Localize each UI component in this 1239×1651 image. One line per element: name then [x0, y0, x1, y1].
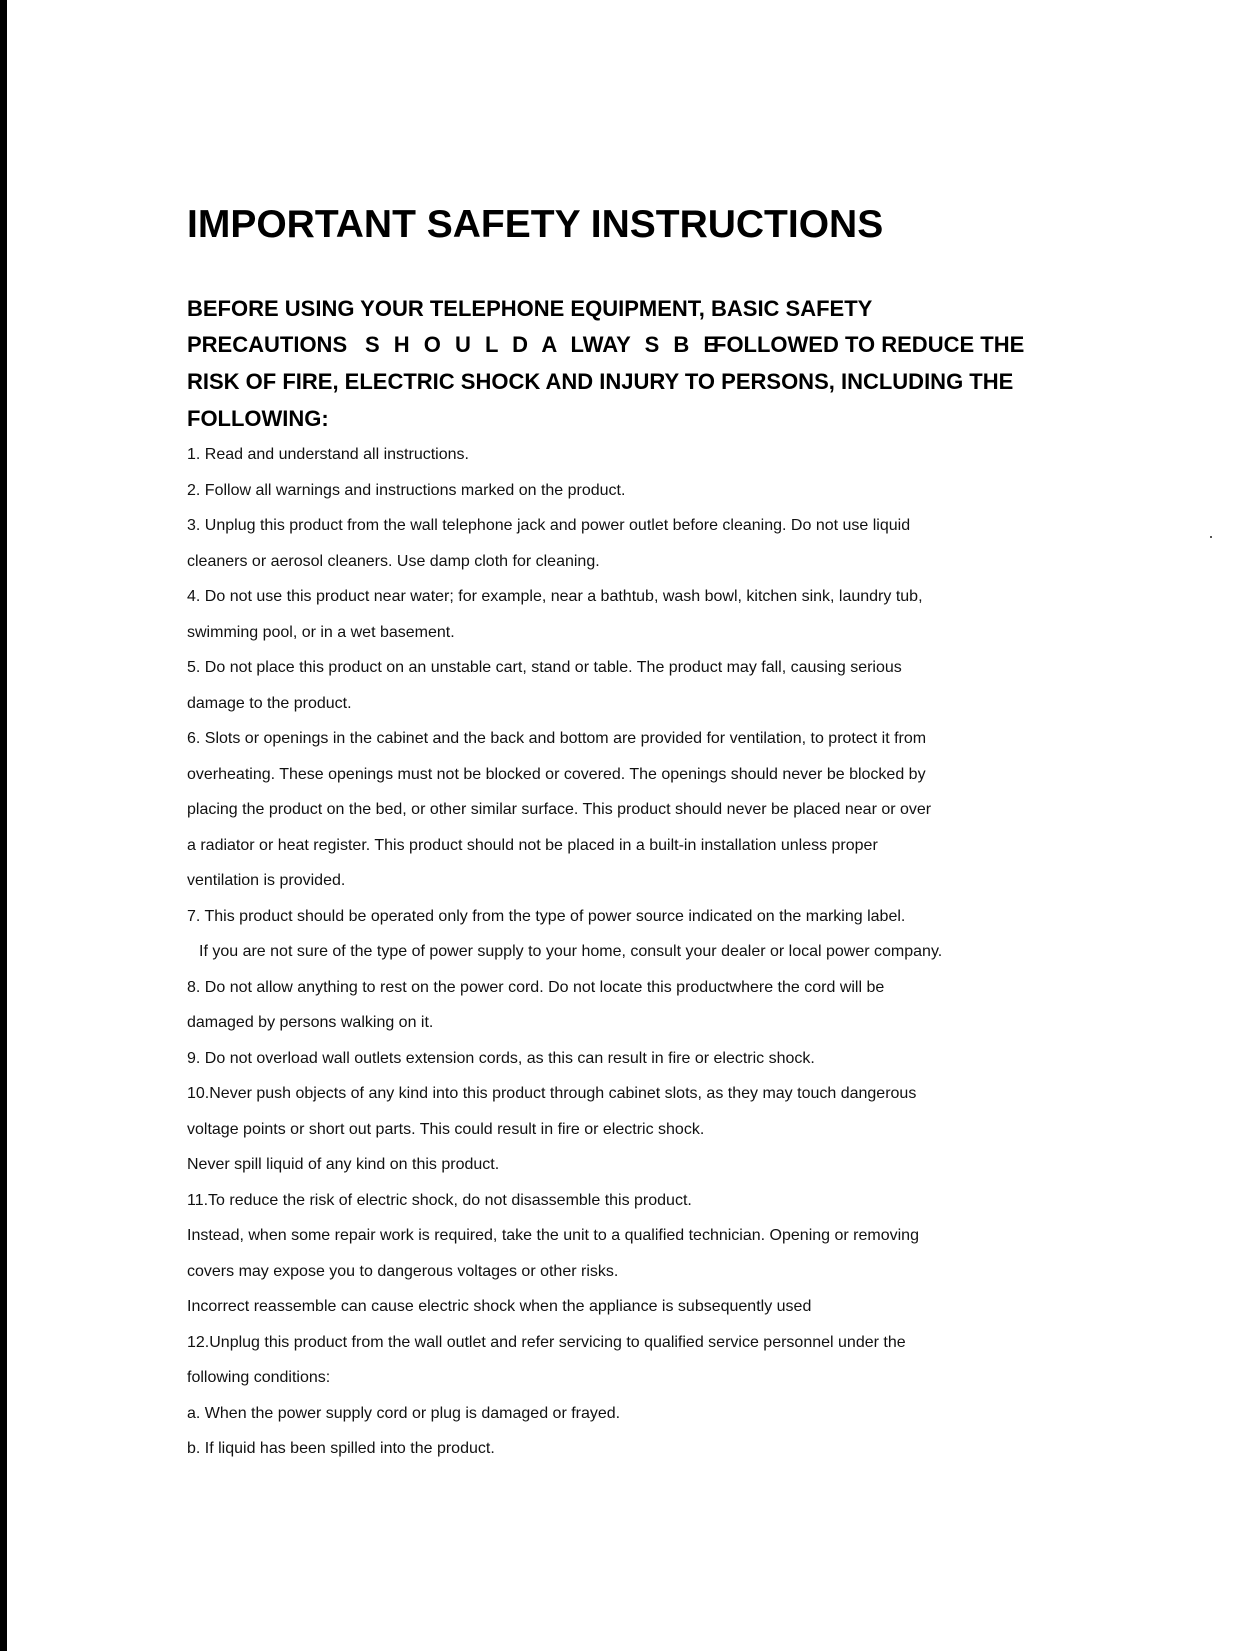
precautions-heading-line-2b: S H O U L D A LWAY S B E	[365, 332, 719, 357]
instruction-line: placing the product on the bed, or other similar surface. This product should never be placed near or over	[187, 801, 932, 818]
instruction-line: overheating. These openings must not be blocked or covered. The openings should never be blocked by	[187, 766, 926, 783]
instruction-line: cleaners or aerosol cleaners. Use damp cloth for cleaning.	[187, 553, 600, 570]
instruction-line: 6. Slots or openings in the cabinet and the back and bottom are provided for ventilation, to protect it from	[187, 730, 927, 747]
instruction-line: 1. Read and understand all instructions.	[187, 446, 469, 463]
precautions-heading-line-2c: FOLLOWED TO REDUCE THE	[713, 332, 1025, 357]
instruction-line: damage to the product.	[187, 695, 352, 712]
instruction-line: b. If liquid has been spilled into the product.	[187, 1440, 495, 1457]
instruction-line: 5. Do not place this product on an unstable cart, stand or table. The product may fall, causing serious	[187, 659, 902, 676]
instruction-line: covers may expose you to dangerous voltages or other risks.	[187, 1263, 619, 1280]
instruction-line: 8. Do not allow anything to rest on the power cord. Do not locate this productwhere the cord will be	[187, 979, 885, 996]
instruction-line: ventilation is provided.	[187, 872, 346, 889]
precautions-heading-line-1: BEFORE USING YOUR TELEPHONE EQUIPMENT, BASIC SAFETY	[187, 296, 873, 321]
instruction-line: swimming pool, or in a wet basement.	[187, 624, 455, 641]
instruction-line: a radiator or heat register. This product should not be placed in a built-in installation unless proper	[187, 837, 878, 854]
instruction-line: a. When the power supply cord or plug is damaged or frayed.	[187, 1405, 621, 1422]
page-title: IMPORTANT SAFETY INSTRUCTIONS	[187, 203, 884, 246]
precautions-heading-line-3: RISK OF FIRE, ELECTRIC SHOCK AND INJURY TO PERSONS, INCLUDING THE	[187, 369, 1014, 394]
instruction-line: 2. Follow all warnings and instructions marked on the product.	[187, 482, 626, 499]
instruction-line: 4. Do not use this product near water; for example, near a bathtub, wash bowl, kitchen sink, laundry tub,	[187, 588, 923, 605]
instruction-line: 10.Never push objects of any kind into this product through cabinet slots, as they may touch dangerous	[187, 1085, 917, 1102]
instruction-line: If you are not sure of the type of power supply to your home, consult your dealer or local power company.	[199, 943, 943, 960]
precautions-heading-line-2a: PRECAUTIONS	[187, 332, 348, 357]
instruction-line: 7. This product should be operated only from the type of power source indicated on the marking label.	[187, 908, 906, 925]
instruction-line: Instead, when some repair work is required, take the unit to a qualified technician. Opening or removing	[187, 1227, 919, 1244]
instruction-line: Never spill liquid of any kind on this product.	[187, 1156, 500, 1173]
instruction-line: voltage points or short out parts. This could result in fire or electric shock.	[187, 1121, 705, 1138]
instruction-line: damaged by persons walking on it.	[187, 1014, 434, 1031]
instruction-line: 3. Unplug this product from the wall telephone jack and power outlet before cleaning. Do not use liquid	[187, 517, 911, 534]
instruction-line: 9. Do not overload wall outlets extension cords, as this can result in fire or electric shock.	[187, 1050, 815, 1067]
instruction-line: 11.To reduce the risk of electric shock, do not disassemble this product.	[187, 1192, 692, 1209]
precautions-heading-line-4: FOLLOWING:	[187, 406, 329, 431]
instruction-line: 12.Unplug this product from the wall outlet and refer servicing to qualified service personnel under the	[187, 1334, 906, 1351]
instruction-line: Incorrect reassemble can cause electric shock when the appliance is subsequently used	[187, 1298, 812, 1315]
instruction-line: following conditions:	[187, 1369, 331, 1386]
